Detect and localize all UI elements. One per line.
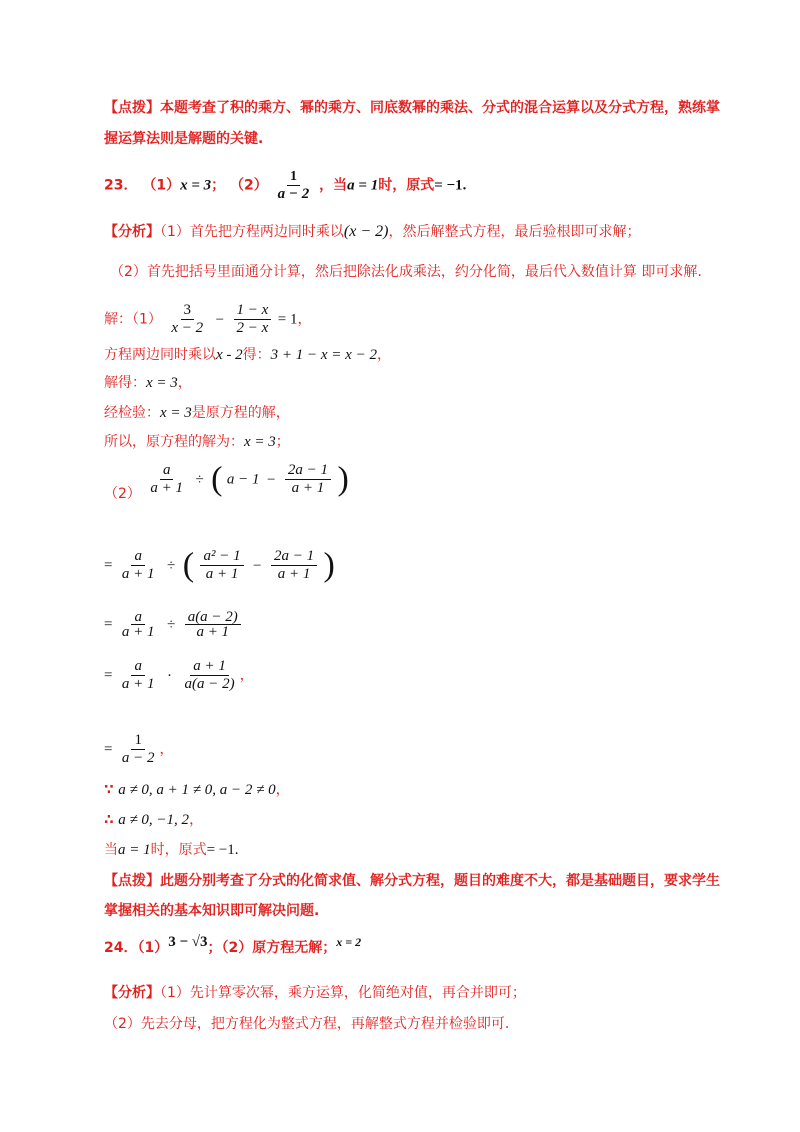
solution-step-conclusion: 所以，原方程的解为：x = 3； bbox=[104, 434, 290, 450]
tip2-line2: 掌握相关的基本知识即可解决问题. bbox=[104, 903, 320, 919]
q23-fraction: $\frac{1}{a - 2}$ bbox=[277, 169, 310, 202]
q24-answer: 24．（1）3 − √3；（2）原方程无解；x = 2 bbox=[104, 934, 362, 956]
tip-paragraph-line1: 【点拨】本题考查了积的乘方、幂的乘方、同底数幂的乘法、分式的混合运算以及分式方程，熟练掌 bbox=[104, 100, 720, 116]
analysis24-line1: 【分析】（1）先计算零次幂，乘方运算，化简绝对值，再合并即可； bbox=[104, 985, 526, 1001]
solution-step-multiply: 方程两边同时乘以x - 2得：3 + 1 − x = x − 2， bbox=[104, 347, 391, 363]
solution-step-solve: 解得：x = 3， bbox=[104, 375, 192, 391]
solution-eq1: 解：（1） $\frac{3}{x - 2}$ − $\frac{1 - x}{2 - x}$ = 1， bbox=[104, 302, 312, 336]
tip2-line1: 【点拨】此题分别考查了分式的化简求值、解分式方程，题目的难度不大，都是基础题目，要求学生 bbox=[104, 873, 720, 889]
condition-therefore: ∴ a ≠ 0, −1, 2， bbox=[104, 812, 204, 828]
tip-paragraph-line2: 握运算法则是解题的关键. bbox=[104, 131, 264, 147]
calc-step1: = $\frac{a}{a + 1}$ ÷ ( $\frac{\text{a² − 1}}{a + 1}$ − $\frac{2a - 1}{a + 1}$ ) bbox=[104, 546, 335, 584]
calc-step3: = $\frac{a}{a + 1}$ · $\frac{a + 1}{a(a - 2)}$ ， bbox=[104, 658, 254, 692]
solution-step-check: 经检验：x = 3是原方程的解， bbox=[104, 405, 290, 421]
calc-step4: = $\frac{1}{a - 2}$ ， bbox=[104, 732, 174, 766]
final-value: 当a = 1时，原式= −1. bbox=[104, 842, 239, 858]
calc-step2: = $\frac{a}{a + 1}$ ÷ $\frac{a(a - 2)}{a + 1}$ bbox=[104, 610, 243, 639]
q23-answer: 23． （1）x = 3； （2） $\frac{1}{a - 2}$ ，当a = 1时，原式= −1. bbox=[104, 169, 467, 202]
analysis23-line1: 【分析】（1）首先把方程两边同时乘以(x − 2)，然后解整式方程，最后验根即可求解； bbox=[104, 223, 641, 240]
analysis24-line2: （2）先去分母，把方程化为整式方程，再解整式方程并检验即可. bbox=[104, 1016, 510, 1032]
analysis23-line2: （2）首先把括号里面通分计算，然后把除法化成乘法，约分化简，最后代入数值计算 即可求解. bbox=[110, 264, 702, 280]
condition-because: ∵ a ≠ 0, a + 1 ≠ 0, a − 2 ≠ 0， bbox=[104, 782, 290, 798]
calc-step0: （2） $\frac{a}{a + 1}$ ÷ ( a − 1 − $\frac{2a - 1}{a + 1}$ ) bbox=[104, 460, 349, 502]
